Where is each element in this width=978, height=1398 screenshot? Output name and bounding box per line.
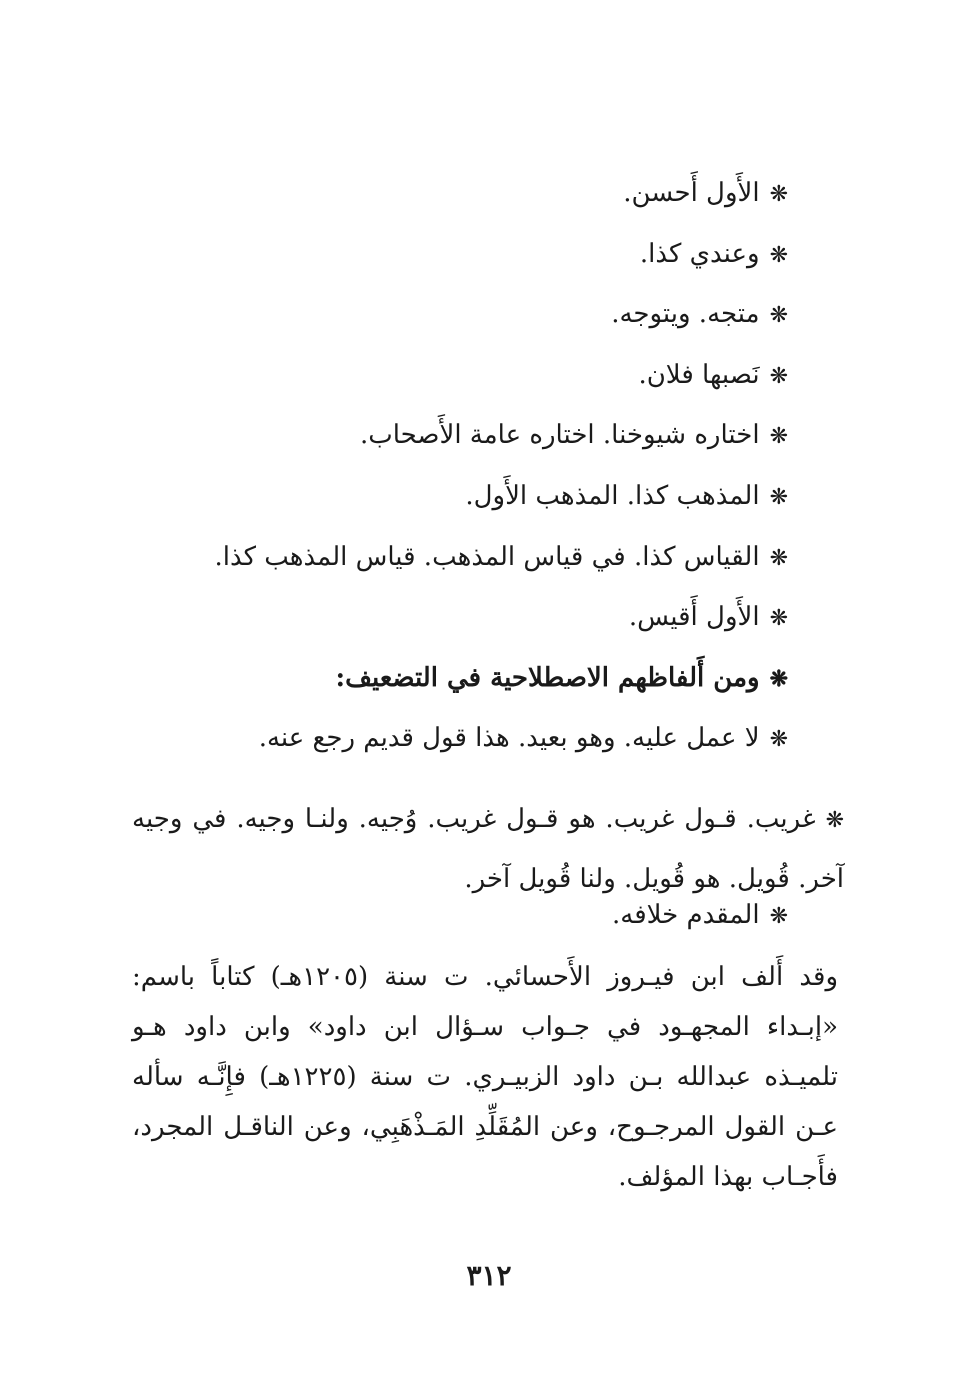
page-number: ٣١٢ [466,1259,512,1292]
body-paragraph: وقد أَلف ابن فيـروز الأَحسائي. ت سنة (١٢٠٥هـ) كتاباً باسم: «إبـداء المجهـود في جـواب سـؤال ابن داود» وابن داود هـو تلميـذه عبدالله بـن داود الزبيـري. ت سنة (١٢٢٥هـ) فإِنَّـه سأله عـن القول المرجـوح، وعن المُقَلِّدِ المَـذْهَبِي، وعن الناقـل المجرد، فأَجـاب بهذا المؤلف. [132,962,838,1192]
list-item: ❋الأَول أَقيس. [628,602,788,633]
asterisk-bullet-icon: ❋ [769,545,788,571]
list-item: ❋لا عمل عليه. وهو بعيد. هذا قول قديم رجع عنه. [258,723,788,754]
asterisk-bullet-icon: ❋ [769,363,788,389]
terminology-list [128,178,788,784]
asterisk-bullet-icon: ❋ [769,182,788,207]
asterisk-bullet-icon: ❋ [769,904,788,929]
asterisk-bullet-icon: ❋ [769,424,788,450]
list-item: ❋الأَول أَحسن. [623,178,788,208]
list-item: ❋اختاره شيوخنا. اختاره عامة الأَصحاب. [359,420,788,451]
list-item: ❋المقدم خلافه. [612,900,788,930]
asterisk-bullet-icon: ❋ [769,242,788,268]
asterisk-bullet-icon: ❋ [769,665,788,692]
list-item: ❋نَصبها فلان. [638,359,788,390]
section-heading: ❋ومن أَلفاظهم الاصطلاحية في التضعيف: [335,662,788,693]
list-item: ❋وعندي كذا. [639,238,788,269]
list-item: ❋القياس كذا. في قياس المذهب. قياس المذهب كذا. [214,541,788,572]
list-item-wrapped: ❋غريب. قـول غريب. هو قـول غريب. وُجيه. ولنـا وجيه. في وجيه آخر. قُويل. هو قُويل. ولنا قُويل آخر. [132,790,844,908]
asterisk-bullet-icon: ❋ [769,303,788,329]
list-item: ❋متجه. ويتوجه. [611,299,788,330]
asterisk-bullet-icon: ❋ [769,727,788,753]
asterisk-bullet-icon: ❋ [769,606,788,632]
list-item: ❋المذهب كذا. المذهب الأَول. [465,480,788,511]
asterisk-bullet-icon: ❋ [825,808,844,833]
asterisk-bullet-icon: ❋ [769,484,788,510]
